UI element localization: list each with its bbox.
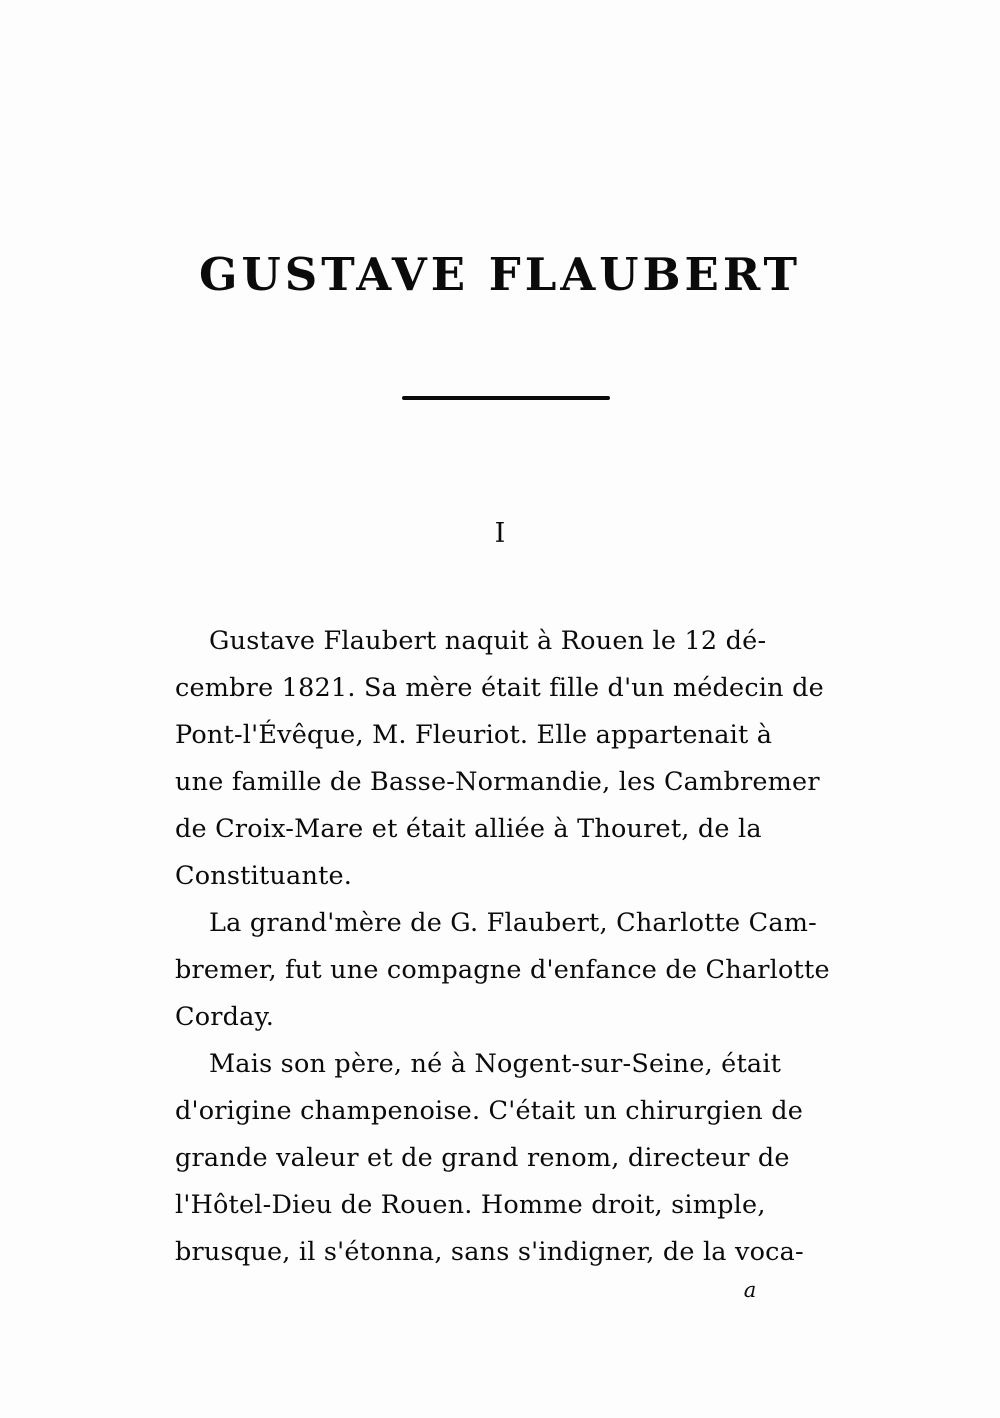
body-text (175, 618, 840, 1276)
text-line: bremer, fut une compagne d'enfance de Charlotte (175, 955, 830, 985)
text-line: l'Hôtel-Dieu de Rouen. Homme droit, simple, (175, 1190, 766, 1220)
text-line: une famille de Basse-Normandie, les Cambremer (175, 767, 820, 797)
page-title: GUSTAVE FLAUBERT (199, 248, 801, 301)
signature-mark: a (743, 1278, 757, 1302)
text-line: brusque, il s'étonna, sans s'indigner, de la voca- (175, 1237, 804, 1267)
text-line: Mais son père, né à Nogent-sur-Seine, était (209, 1049, 782, 1079)
paragraph-lines (175, 900, 840, 1041)
paragraph-lines (175, 618, 840, 900)
text-line: de Croix-Mare et était alliée à Thouret, de la (175, 814, 762, 844)
text-line: grande valeur et de grand renom, directeur de (175, 1143, 790, 1173)
text-line: Constituante. (175, 861, 353, 891)
text-line: La grand'mère de G. Flaubert, Charlotte Cam- (209, 908, 817, 938)
text-line: Corday. (175, 1002, 275, 1032)
title-divider (402, 396, 610, 400)
text-line: d'origine champenoise. C'était un chirurgien de (175, 1096, 804, 1126)
text-line: Pont-l'Évêque, M. Fleuriot. Elle appartenait à (175, 720, 773, 750)
paragraph (175, 618, 840, 900)
paragraph (175, 1041, 840, 1276)
text-line: cembre 1821. Sa mère était fille d'un médecin de (175, 673, 824, 703)
section-number: I (494, 518, 506, 549)
paragraph-lines (175, 1041, 840, 1276)
text-line: Gustave Flaubert naquit à Rouen le 12 dé- (209, 626, 767, 656)
paragraph (175, 900, 840, 1041)
